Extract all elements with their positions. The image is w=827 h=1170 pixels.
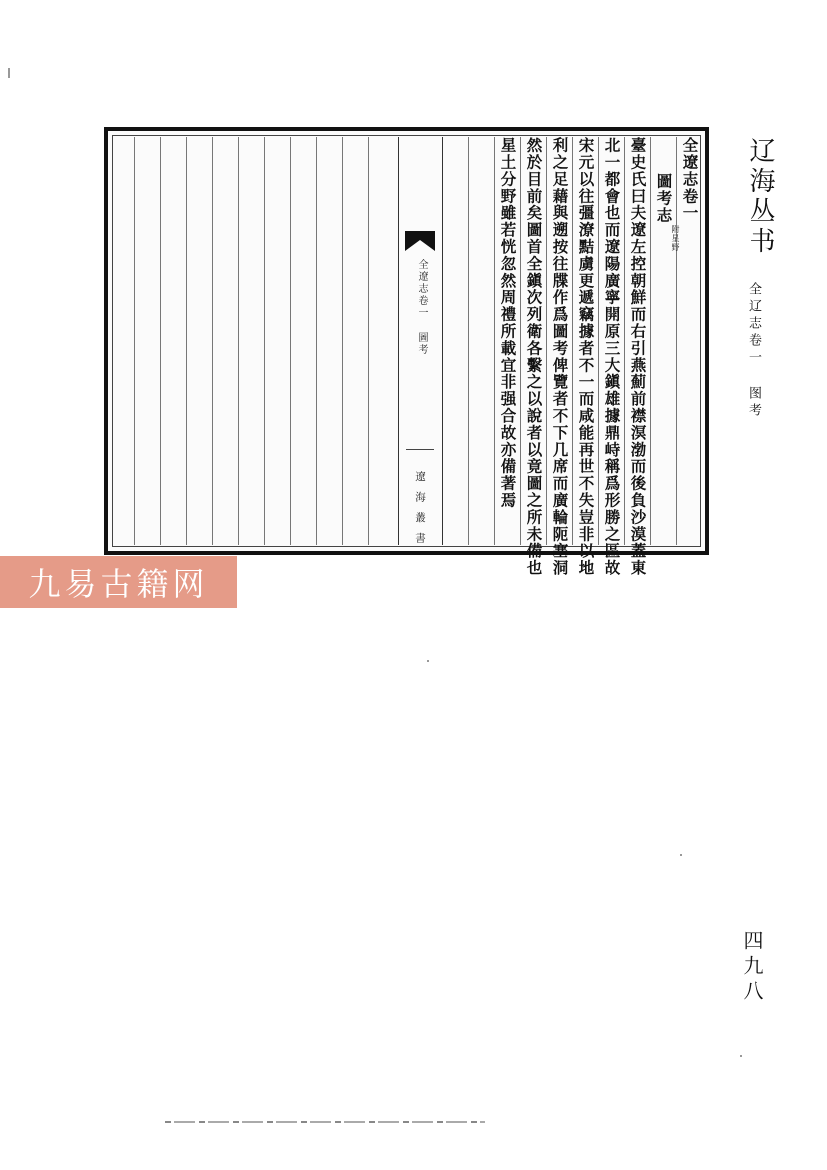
column-rule [186,137,187,545]
scan-speck [427,660,429,662]
fishtail-mark-icon [405,231,435,251]
column-rule [598,137,599,545]
series-subtitle: 全辽志卷一 图考 [746,282,761,420]
column-rule [468,137,469,545]
column-rule [264,137,265,545]
column-rule [342,137,343,545]
text-line: 星土分野雖若恍忽然周禮所載宜非强合故亦備著焉 [498,137,518,509]
column-rule [212,137,213,545]
series-title: 辽海丛书 [745,137,775,257]
text-line: 利之足藉與遡按往牒作爲圖考俾覽者不下几席而廣輪阨塞洞 [550,137,570,577]
page-frame [104,127,709,577]
column-rule [494,137,495,545]
column-rule [238,137,239,545]
column-rule [650,137,651,545]
column-rule [368,137,369,545]
center-fold-rule [398,137,399,545]
column-rule [520,137,521,545]
column-rule [134,137,135,545]
column-rule [290,137,291,545]
scan-speck [680,854,682,856]
text-line: 北一都會也而遼陽廣寧開原三大鎭雄據鼎峙稱爲形勝之區故 [602,137,622,577]
text-line: 宋元以往彊潦黠虜更遞竊據者不一而咸能再世不失豈非以地 [576,137,596,577]
column-rule [316,137,317,545]
scan-edge-line [165,1121,485,1123]
center-fold-rule [442,137,443,545]
text-line: 然於目前矣圖首全鎭次列衛各繫之以說者以竟圖之所未備也 [524,137,544,577]
column-rule [676,137,677,545]
gutter-divider [406,449,434,450]
gutter-title: 全遼志卷一 圖考 [416,259,427,356]
chapter-note: 附星野 [671,225,680,252]
page-number: 四九八 [740,930,764,1005]
scan-speck [740,1055,742,1057]
chapter-title: 圖考志 [654,173,674,224]
text-line: 臺史氏曰夫遼左控朝鮮而右引燕薊前襟溟渤而後負沙漠蓋東 [628,137,648,577]
watermark-text: 九易古籍网 [28,565,209,603]
volume-title: 全遼志卷一 [680,137,700,222]
column-rule [160,137,161,545]
column-rule [546,137,547,545]
gutter-collection: 遼海叢書 [414,471,426,553]
scan-speck [8,68,10,78]
watermark-banner [0,556,237,608]
column-rule [624,137,625,545]
column-rule [572,137,573,545]
